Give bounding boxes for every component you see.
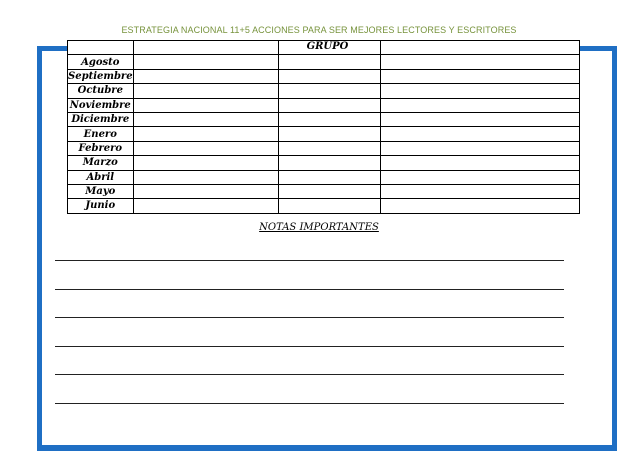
table-cell[interactable] xyxy=(278,199,380,213)
month-label: Junio xyxy=(68,199,134,213)
note-line[interactable] xyxy=(55,346,564,347)
table-cell[interactable] xyxy=(278,141,380,155)
table-cell[interactable] xyxy=(380,112,579,126)
note-line[interactable] xyxy=(55,289,564,290)
table-cell[interactable] xyxy=(133,69,278,83)
table-cell[interactable] xyxy=(278,98,380,112)
table-cell[interactable] xyxy=(380,84,579,98)
group-header-cell xyxy=(278,41,380,55)
table-row xyxy=(68,170,580,184)
note-line[interactable] xyxy=(55,317,564,318)
table-cell[interactable] xyxy=(133,184,278,198)
table-cell[interactable] xyxy=(278,127,380,141)
table-cell[interactable] xyxy=(133,170,278,184)
table-cell[interactable] xyxy=(133,112,278,126)
notes-title: NOTAS IMPORTANTES xyxy=(259,222,379,233)
table-cell[interactable] xyxy=(133,199,278,213)
table-row xyxy=(68,127,580,141)
table-cell[interactable] xyxy=(380,55,579,69)
month-label: Diciembre xyxy=(68,112,134,126)
table-row xyxy=(68,156,580,170)
table-cell[interactable] xyxy=(380,156,579,170)
table-row xyxy=(68,55,580,69)
month-label: Octubre xyxy=(68,84,134,98)
table-cell[interactable] xyxy=(380,69,579,83)
table-cell xyxy=(68,41,134,55)
month-label: Agosto xyxy=(68,55,134,69)
table-cell[interactable] xyxy=(133,84,278,98)
table-row xyxy=(68,199,580,213)
table-row xyxy=(68,84,580,98)
note-line[interactable] xyxy=(55,403,564,404)
group-label: GRUPO xyxy=(306,41,349,52)
table-cell[interactable] xyxy=(133,98,278,112)
month-label: Marzo xyxy=(68,156,134,170)
month-label: Enero xyxy=(68,127,134,141)
table-cell[interactable] xyxy=(278,84,380,98)
table-row xyxy=(68,184,580,198)
table-row xyxy=(68,141,580,155)
month-label: Abril xyxy=(68,170,134,184)
table-cell[interactable] xyxy=(278,55,380,69)
page-header-title: ESTRATEGIA NACIONAL 11+5 ACCIONES PARA SER MEJORES LECTORES Y ESCRITORES xyxy=(121,25,517,35)
note-line[interactable] xyxy=(55,374,564,375)
table-row xyxy=(68,98,580,112)
month-label: Septiembre xyxy=(68,70,133,82)
table-cell xyxy=(133,41,278,55)
table-cell[interactable] xyxy=(278,170,380,184)
table-cell[interactable] xyxy=(278,156,380,170)
table-cell[interactable] xyxy=(133,156,278,170)
table-cell[interactable] xyxy=(278,184,380,198)
table-cell[interactable] xyxy=(133,127,278,141)
table-cell[interactable] xyxy=(133,141,278,155)
table-cell xyxy=(380,41,579,55)
table-cell[interactable] xyxy=(380,199,579,213)
month-label: Noviembre xyxy=(68,98,134,112)
table-cell[interactable] xyxy=(278,112,380,126)
table-row xyxy=(68,112,580,126)
table-cell[interactable] xyxy=(380,141,579,155)
month-label: Febrero xyxy=(68,141,134,155)
table-cell[interactable] xyxy=(380,170,579,184)
table-cell[interactable] xyxy=(133,55,278,69)
table-row xyxy=(68,69,580,83)
page-border-bottom xyxy=(37,445,617,451)
table-cell[interactable] xyxy=(278,69,380,83)
table-header-row xyxy=(68,41,580,55)
table-cell[interactable] xyxy=(380,184,579,198)
table-cell[interactable] xyxy=(380,98,579,112)
monthly-record-table xyxy=(67,40,580,214)
month-label: Mayo xyxy=(68,184,134,198)
note-line[interactable] xyxy=(55,260,564,261)
table-cell[interactable] xyxy=(380,127,579,141)
